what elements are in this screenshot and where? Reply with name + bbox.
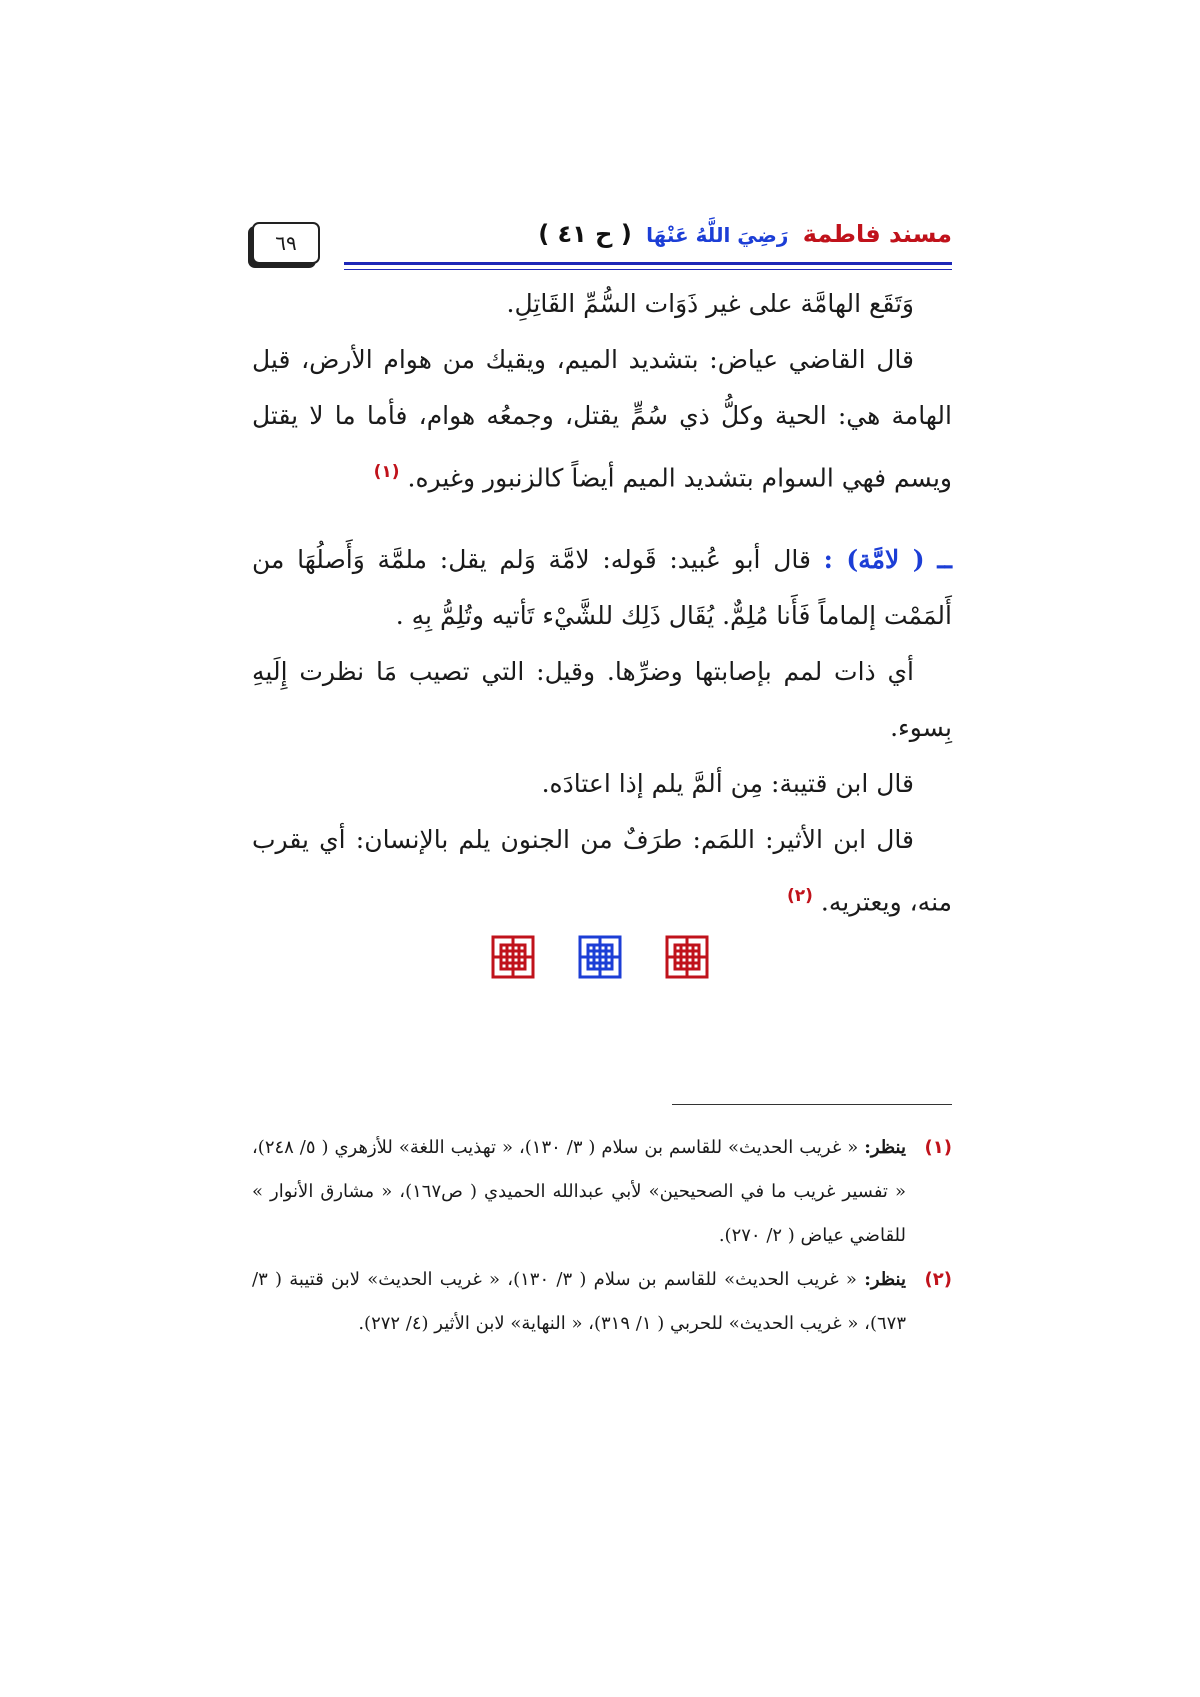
header-rule-thin xyxy=(344,269,952,270)
running-title xyxy=(538,220,952,248)
page-number: ٦٩ xyxy=(252,222,320,264)
paragraph-5: قال ابن قتيبة: مِن ألمَّ يلم إذا اعتادَه. xyxy=(541,769,914,798)
footnote-mark-2[interactable]: (٢) xyxy=(787,886,813,906)
main-text-block-2 xyxy=(252,532,952,930)
footnotes xyxy=(252,1126,952,1346)
footnote-lead: ينظر: xyxy=(864,1137,906,1158)
footnote-text: « غريب الحديث» للقاسم بن سلام ( ٣/ ١٣٠)، « تهذيب اللغة» للأزهري ( ٥/ ٢٤٨)، « تفسير غريب ما في الصحيحين» لأبي عبدالله الحميدي ( ص١٦٧)، « مشارق الأنوار » للقاضي عياض ( ٢/ ٢٧٠). xyxy=(252,1137,906,1246)
paragraph-3-text: قال أبو عُبيد: قَوله: لامَّة وَلم يقل: ملمَّة وَأَصلُهَا من أَلمَمْت إلماماً فَأَنا مُلِمٌّ. يُقَال ذَلِك للشَّيْء تَأتيه وتُلِمُّ بِهِ . xyxy=(252,545,952,630)
paragraph-3 xyxy=(252,532,952,644)
knot-ornament-icon xyxy=(490,934,536,980)
hadith-reference: ( ح ٤١ ) xyxy=(538,220,632,248)
paragraph-4: أي ذات لمم بإصابتها وضرِّها. وقيل: التي تصيب مَا نظرت إِلَيهِ بِسوء. xyxy=(252,657,952,742)
book-title: مسند فاطمة xyxy=(802,220,952,248)
main-text-block-1 xyxy=(252,276,952,506)
section-divider xyxy=(490,934,710,984)
paragraph-6-text: قال ابن الأثير: اللمَم: طرَفٌ من الجنون يلم بالإنسان: أي يقرب منه، ويعتريه. xyxy=(252,825,952,917)
footnote-number: (١) xyxy=(924,1137,952,1158)
footnote-2 xyxy=(252,1258,952,1346)
footnote-1 xyxy=(252,1126,952,1258)
footnote-separator xyxy=(672,1104,952,1105)
honorific-text: رَضِيَ اللَّهُ عَنْهَا xyxy=(646,223,789,247)
knot-ornament-icon xyxy=(577,934,623,980)
paragraph-1: وَتَقَع الهامَّة على غير ذَوَات السُّمِّ القَاتِلِ. xyxy=(506,289,914,318)
paragraph-2 xyxy=(252,332,952,506)
entry-dash: ــ xyxy=(937,545,952,574)
header-rule-thick xyxy=(344,262,952,265)
entry-term: ( لامَّة) : xyxy=(823,545,925,574)
footnote-number: (٢) xyxy=(924,1269,952,1290)
footnote-lead: ينظر: xyxy=(864,1269,906,1290)
footnote-mark-1[interactable]: (١) xyxy=(373,462,400,482)
paragraph-6 xyxy=(252,812,952,930)
page-header xyxy=(252,222,952,272)
paragraph-2-text: قال القاضي عياض: بتشديد الميم، ويقيك من هوام الأرض، قيل الهامة هي: الحية وكلُّ ذي سُمٍّ يقتل، وجمعُه هوام، فأما ما لا يقتل ويسم فهي السوام بتشديد الميم أيضاً كالزنبور وغيره. xyxy=(252,345,952,493)
knot-ornament-icon xyxy=(664,934,710,980)
footnote-text: « غريب الحديث» للقاسم بن سلام ( ٣/ ١٣٠)، « غريب الحديث» لابن قتيبة ( ٣/ ٦٧٣)، « غريب الحديث» للحربي ( ١/ ٣١٩)، « النهاية» لابن الأثير (٤/ ٢٧٢). xyxy=(252,1269,906,1334)
